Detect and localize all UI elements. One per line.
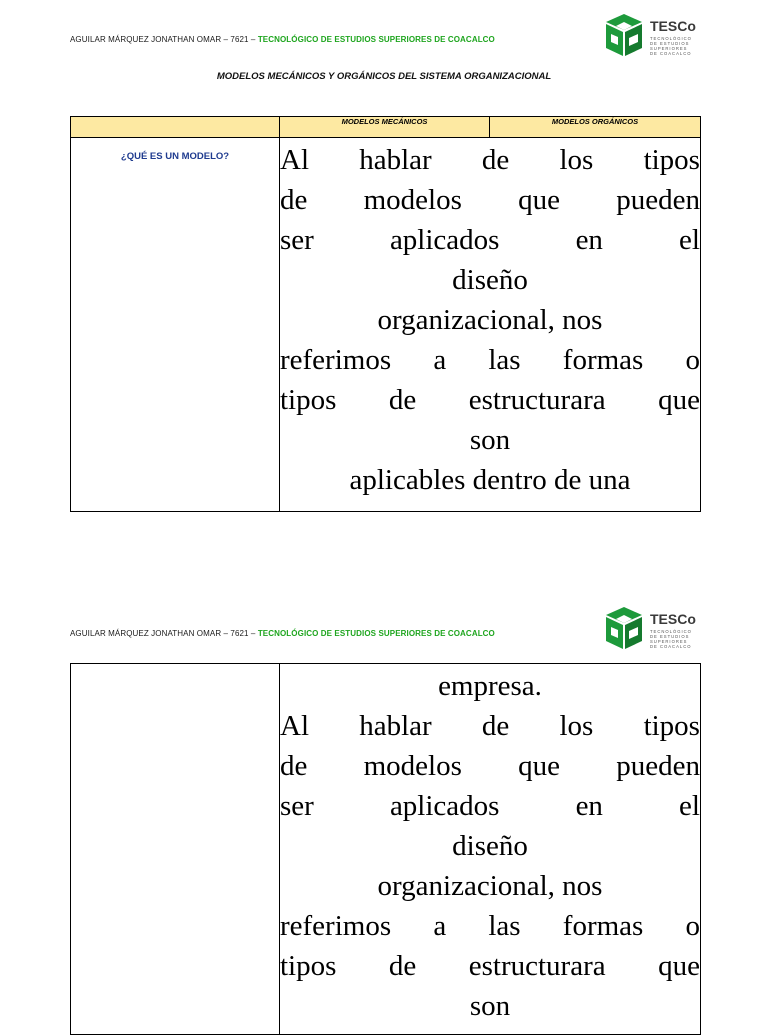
text-line: ser aplicados en el (280, 224, 700, 256)
text-line: empresa. (438, 670, 542, 702)
text-line: Al hablar de los tipos (280, 144, 700, 176)
logo-wordmark: TESCo (650, 18, 696, 34)
tesco-cube-icon (602, 12, 648, 60)
table-row (71, 138, 701, 512)
header-author: AGUILAR MÁRQUEZ JONATHAN OMAR – 7621 – (70, 35, 256, 44)
text-line: de modelos que pueden (280, 750, 700, 782)
row-question-empty (71, 664, 280, 1035)
text-line: referimos a las formas o (280, 344, 700, 376)
header-mecanicos: MODELOS MECÁNICOS (280, 117, 490, 138)
models-table-continued (70, 663, 701, 1035)
models-table (70, 116, 701, 512)
logo-subtitle: TECNOLÓGICO DE ESTUDIOS SUPERIORES DE COACALCO (650, 36, 692, 56)
tesco-cube-icon (602, 605, 648, 653)
answer-cell-continued (280, 664, 701, 1035)
text-line: organizacional, nos (377, 870, 603, 902)
text-line: son (469, 424, 511, 456)
text-line: diseño (452, 830, 528, 862)
answer-text-continued (280, 664, 700, 1026)
table-row (71, 664, 701, 1035)
page-header (70, 35, 495, 49)
header-organicos: MODELOS ORGÁNICOS (490, 117, 701, 138)
row-question: ¿QUÉ ES UN MODELO? (71, 138, 280, 512)
text-line: referimos a las formas o (280, 910, 700, 942)
header-empty-cell (71, 117, 280, 138)
text-line: aplicables dentro de una (349, 464, 631, 496)
text-line: son (469, 990, 511, 1022)
page-header-2 (70, 629, 495, 643)
text-line: tipos de estructurara que (280, 950, 700, 982)
text-line: tipos de estructurara que (280, 384, 700, 416)
text-line: ser aplicados en el (280, 790, 700, 822)
header-school-2: TECNOLÓGICO DE ESTUDIOS SUPERIORES DE COACALCO (257, 629, 495, 638)
text-line: organizacional, nos (377, 304, 603, 336)
table-header-row (71, 117, 701, 138)
header-school: TECNOLÓGICO DE ESTUDIOS SUPERIORES DE COACALCO (257, 35, 495, 44)
document-title: MODELOS MECÁNICOS Y ORGÁNICOS DEL SISTEMA ORGANIZACIONAL (216, 71, 552, 82)
logo-subtitle-2: TECNOLÓGICO DE ESTUDIOS SUPERIORES DE COACALCO (650, 629, 692, 649)
tesco-logo-2 (602, 605, 714, 657)
text-line: de modelos que pueden (280, 184, 700, 216)
text-line: diseño (452, 264, 528, 296)
text-line: Al hablar de los tipos (280, 710, 700, 742)
answer-cell (280, 138, 701, 512)
logo-wordmark-2: TESCo (650, 611, 696, 627)
tesco-logo (602, 12, 714, 64)
answer-text (280, 138, 700, 500)
header-author-2: AGUILAR MÁRQUEZ JONATHAN OMAR – 7621 – (70, 629, 256, 638)
